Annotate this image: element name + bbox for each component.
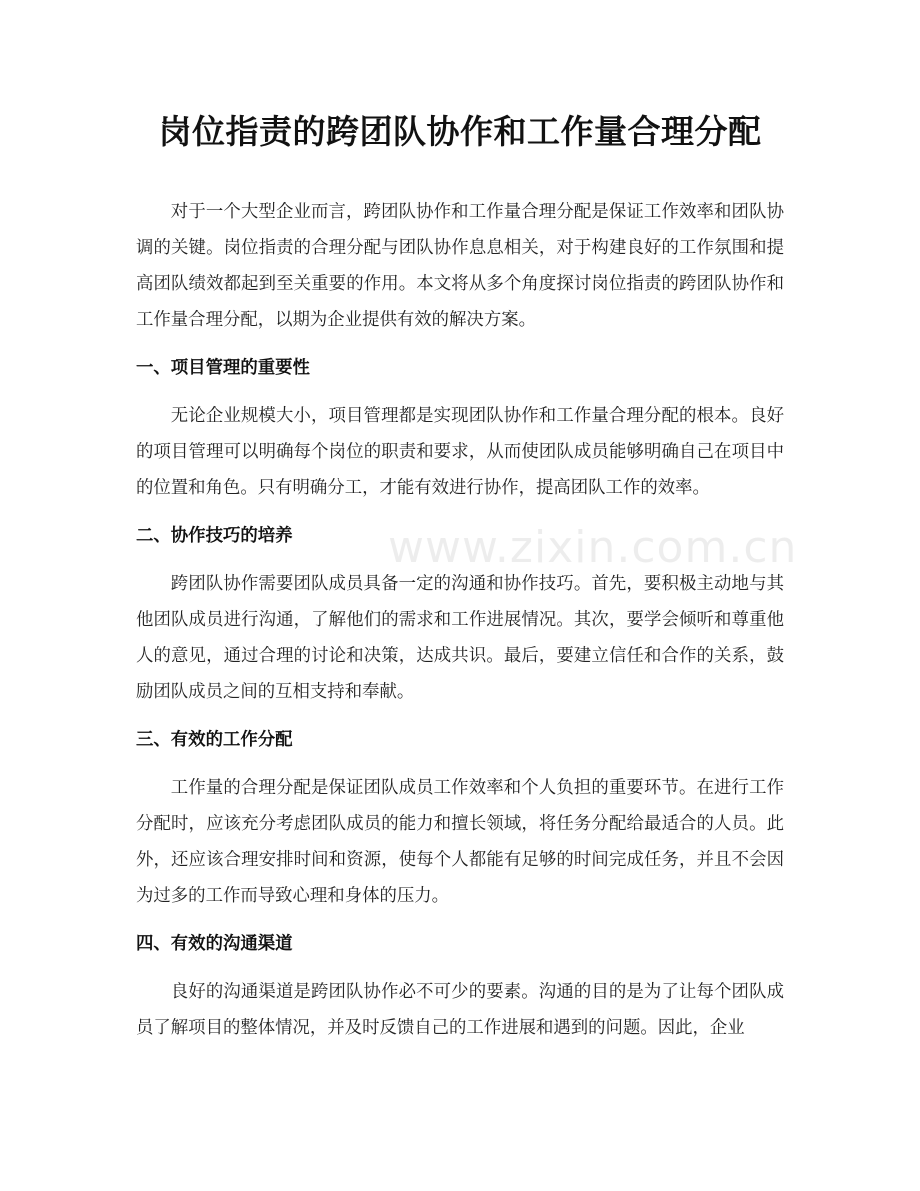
watermark: www.zixin.com.cn (388, 522, 798, 573)
document-body (136, 108, 784, 1046)
section-body-4: 良好的沟通渠道是跨团队协作必不可少的要素。沟通的目的是为了让每个团队成员了解项目的整体情况，并及时反馈自己的工作进展和遇到的问题。因此，企业 (136, 982, 784, 1038)
section-body-2: 跨团队协作需要团队成员具备一定的沟通和协作技巧。首先，要积极主动地与其他团队成员进行沟通，了解他们的需求和工作进展情况。其次，要学会倾听和尊重他人的意见，通过合理的讨论和决策，达成共识。最后，要建立信任和合作的关系，鼓励团队成员之间的互相支持和奉献。 (136, 574, 784, 702)
document-title: 岗位指责的跨团队协作和工作量合理分配 (158, 112, 762, 151)
section-body-1: 无论企业规模大小，项目管理都是实现团队协作和工作量合理分配的根本。良好的项目管理可以明确每个岗位的职责和要求，从而使团队成员能够明确自己在项目中的位置和角色。只有明确分工，才能有效进行协作，提高团队工作的效率。 (136, 406, 784, 498)
section-heading-2: 二、协作技巧的培养 (136, 526, 293, 546)
section-body-3: 工作量的合理分配是保证团队成员工作效率和个人负担的重要环节。在进行工作分配时，应该充分考虑团队成员的能力和擅长领域，将任务分配给最适合的人员。此外，还应该合理安排时间和资源，使每个人都能有足够的时间完成任务，并且不会因为过多的工作而导致心理和身体的压力。 (136, 778, 784, 906)
section-heading-3: 三、有效的工作分配 (136, 730, 293, 750)
section-heading-1: 一、项目管理的重要性 (136, 358, 310, 378)
intro-paragraph: 对于一个大型企业而言，跨团队协作和工作量合理分配是保证工作效率和团队协调的关键。岗位指责的合理分配与团队协作息息相关，对于构建良好的工作氛围和提高团队绩效都起到至关重要的作用。本文将从多个角度探讨岗位指责的跨团队协作和工作量合理分配，以期为企业提供有效的解决方案。 (136, 202, 784, 330)
section-heading-4: 四、有效的沟通渠道 (136, 934, 293, 954)
